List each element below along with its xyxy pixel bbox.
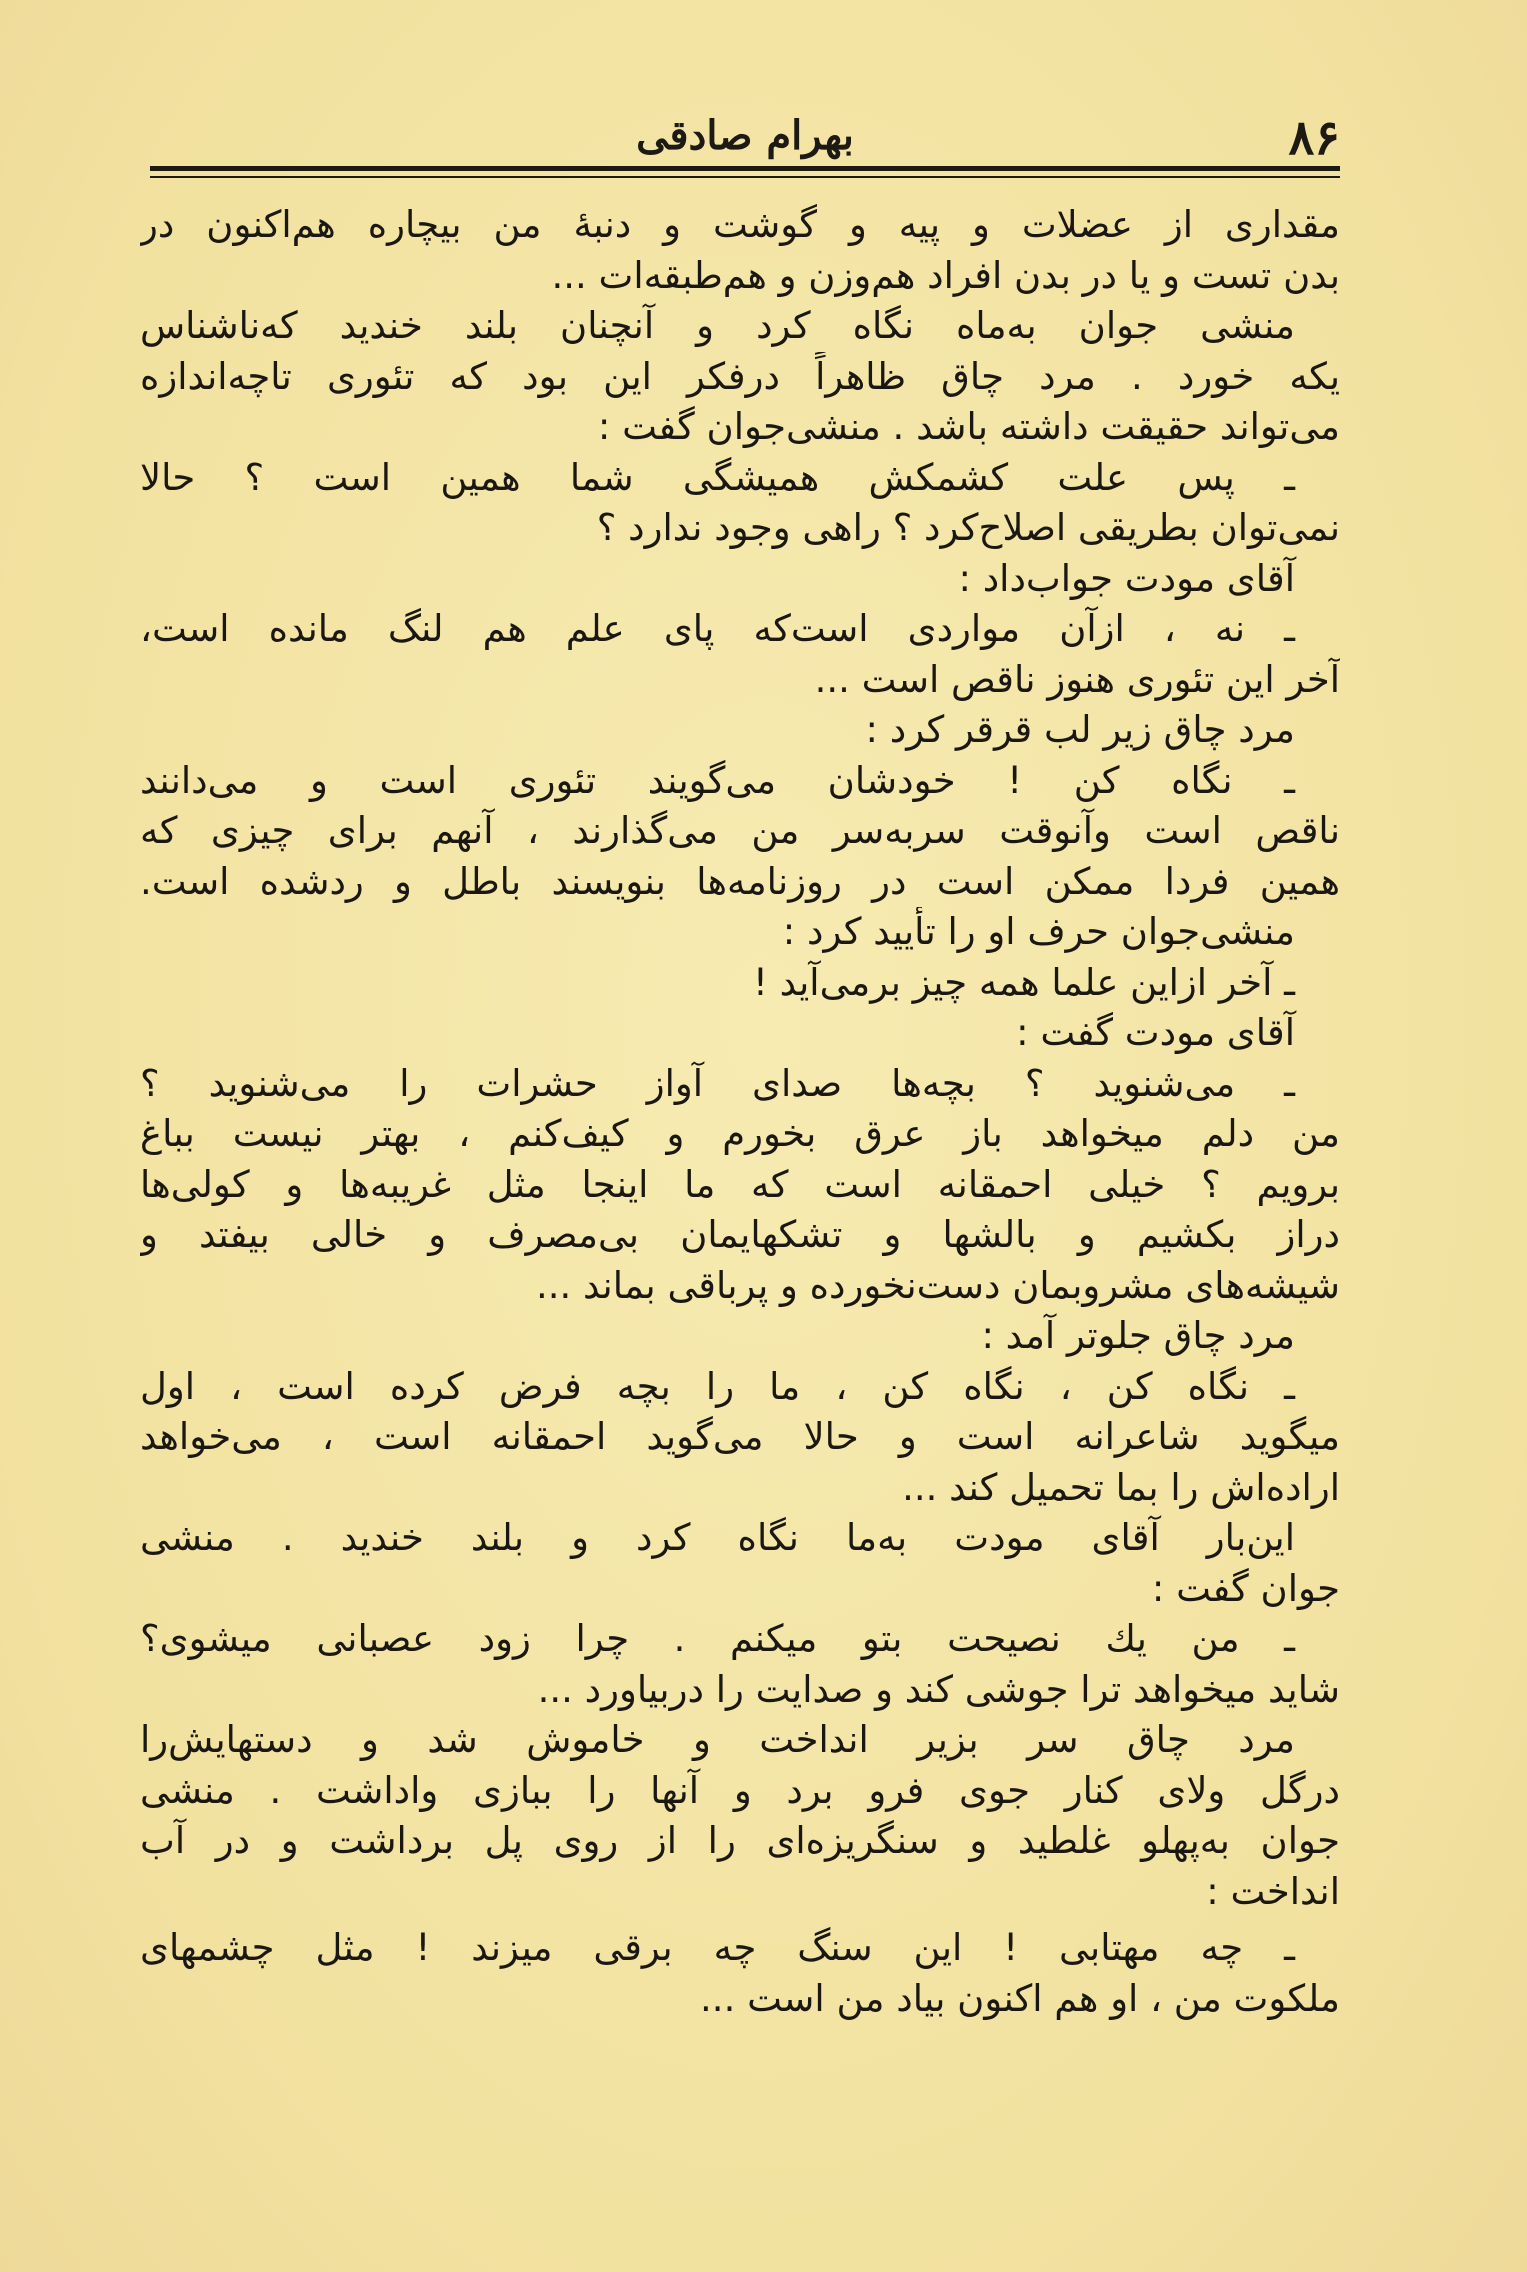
page-number: ۸۶: [1288, 110, 1340, 166]
text-line: من دلم میخواهد باز عرق بخورم و کیف‌کنم ، بهتر نیست بباغ: [140, 1112, 1340, 1155]
text-line: ـ نه ، ازآن مواردی است‌که پای علم هم لنگ مانده است،: [140, 607, 1295, 650]
text-line: همین فردا ممکن است در روزنامه‌ها بنویسند باطل و ردشده است.: [140, 859, 1340, 903]
text-line: جوان گفت :: [1151, 1566, 1340, 1610]
text-line: نمی‌توان بطریقی اصلاح‌کرد ؟ راهی وجود ندارد ؟: [596, 506, 1340, 549]
text-line: شاید میخواهد ترا جوشی کند و صدایت را دربیاورد ...: [537, 1667, 1340, 1711]
text-line: میگوید شاعرانه است و حالا می‌گوید احمقانه است ، می‌خواهد: [140, 1415, 1340, 1458]
text-line: برویم ؟ خیلی احمقانه است که ما اینجا مثل غریبه‌ها و کولی‌ها: [140, 1162, 1340, 1206]
text-line: ـ چه مهتابی ! این سنگ چه برقی میزند ! مثل چشمهای: [140, 1926, 1295, 1969]
text-line: انداخت :: [1206, 1869, 1340, 1913]
text-line: آقای مودت گفت :: [1016, 1011, 1295, 1054]
body-text: [140, 200, 1340, 2024]
text-line: دراز بکشیم و بالشها و تشکهایمان بی‌مصرف و خالی بیفتد و: [140, 1213, 1340, 1256]
text-line: ـ آخر ازاین علما همه چیز برمی‌آید !: [752, 960, 1295, 1004]
text-line: ـ می‌شنوید ؟ بچه‌ها صدای آواز حشرات را می‌شنوید ؟: [140, 1061, 1295, 1105]
text-line: مرد چاق زیر لب قرقر کرد :: [865, 708, 1295, 751]
text-line: شیشه‌های مشروبمان دست‌نخورده و پرباقی بماند ...: [535, 1263, 1340, 1307]
page-header: [150, 110, 1340, 170]
running-title: بهرام صادقی: [636, 112, 854, 159]
text-line: منشی جوان به‌ماه نگاه کرد و آنچنان بلند خندید که‌ناشناس: [140, 304, 1295, 347]
text-line: اراده‌اش را بما تحمیل کند ...: [902, 1465, 1340, 1509]
text-line: منشی‌جوان حرف او را تأیید کرد :: [782, 910, 1295, 953]
text-line: ملکوت من ، او هم اکنون بیاد من است ...: [700, 1976, 1340, 2020]
text-line: مقداری از عضلات و پیه و گوشت و دنبهٔ من بیچاره هم‌اکنون در: [140, 203, 1340, 246]
text-line: آخر این تئوری هنوز ناقص است ...: [814, 657, 1340, 701]
text-line: این‌بار آقای مودت به‌ما نگاه کرد و بلند خندید . منشی: [140, 1516, 1295, 1559]
text-line: بدن تست و یا در بدن افراد هم‌وزن و هم‌طبقه‌ات ...: [551, 253, 1340, 297]
text-line: درگل ولای کنار جوی فرو برد و آنها را ببازی واداشت . منشی: [140, 1768, 1340, 1812]
text-line: ناقص است وآنوقت سربه‌سر من می‌گذارند ، آنهم برای چیزی که: [140, 809, 1340, 852]
text-line: ـ پس علت کشمکش همیشگی شما همین است ؟ حالا: [140, 455, 1295, 499]
header-rule-thick: [150, 166, 1340, 171]
text-line: جوان به‌پهلو غلطید و سنگریزه‌ای را از روی پل برداشت و در آب: [140, 1819, 1340, 1862]
text-line: مرد چاق سر بزیر انداخت و خاموش شد و دستهایش‌را: [140, 1718, 1295, 1761]
text-line: ـ نگاه کن ! خودشان می‌گویند تئوری است و می‌دانند: [140, 758, 1295, 802]
text-line: ـ نگاه کن ، نگاه کن ، ما را بچه فرض کرده است ، اول: [140, 1364, 1295, 1408]
text-line: آقای مودت جواب‌داد :: [958, 556, 1295, 600]
text-line: مرد چاق جلوتر آمد :: [981, 1314, 1295, 1357]
text-line: می‌تواند حقیقت داشته باشد . منشی‌جوان گفت :: [597, 405, 1340, 448]
text-line: یکه خورد . مرد چاق ظاهراً درفکر این بود که تئوری تاچه‌اندازه: [140, 354, 1340, 398]
text-line: ـ من یك نصیحت بتو میکنم . چرا زود عصبانی میشوی؟: [140, 1617, 1295, 1660]
header-rule-thin: [150, 176, 1340, 178]
